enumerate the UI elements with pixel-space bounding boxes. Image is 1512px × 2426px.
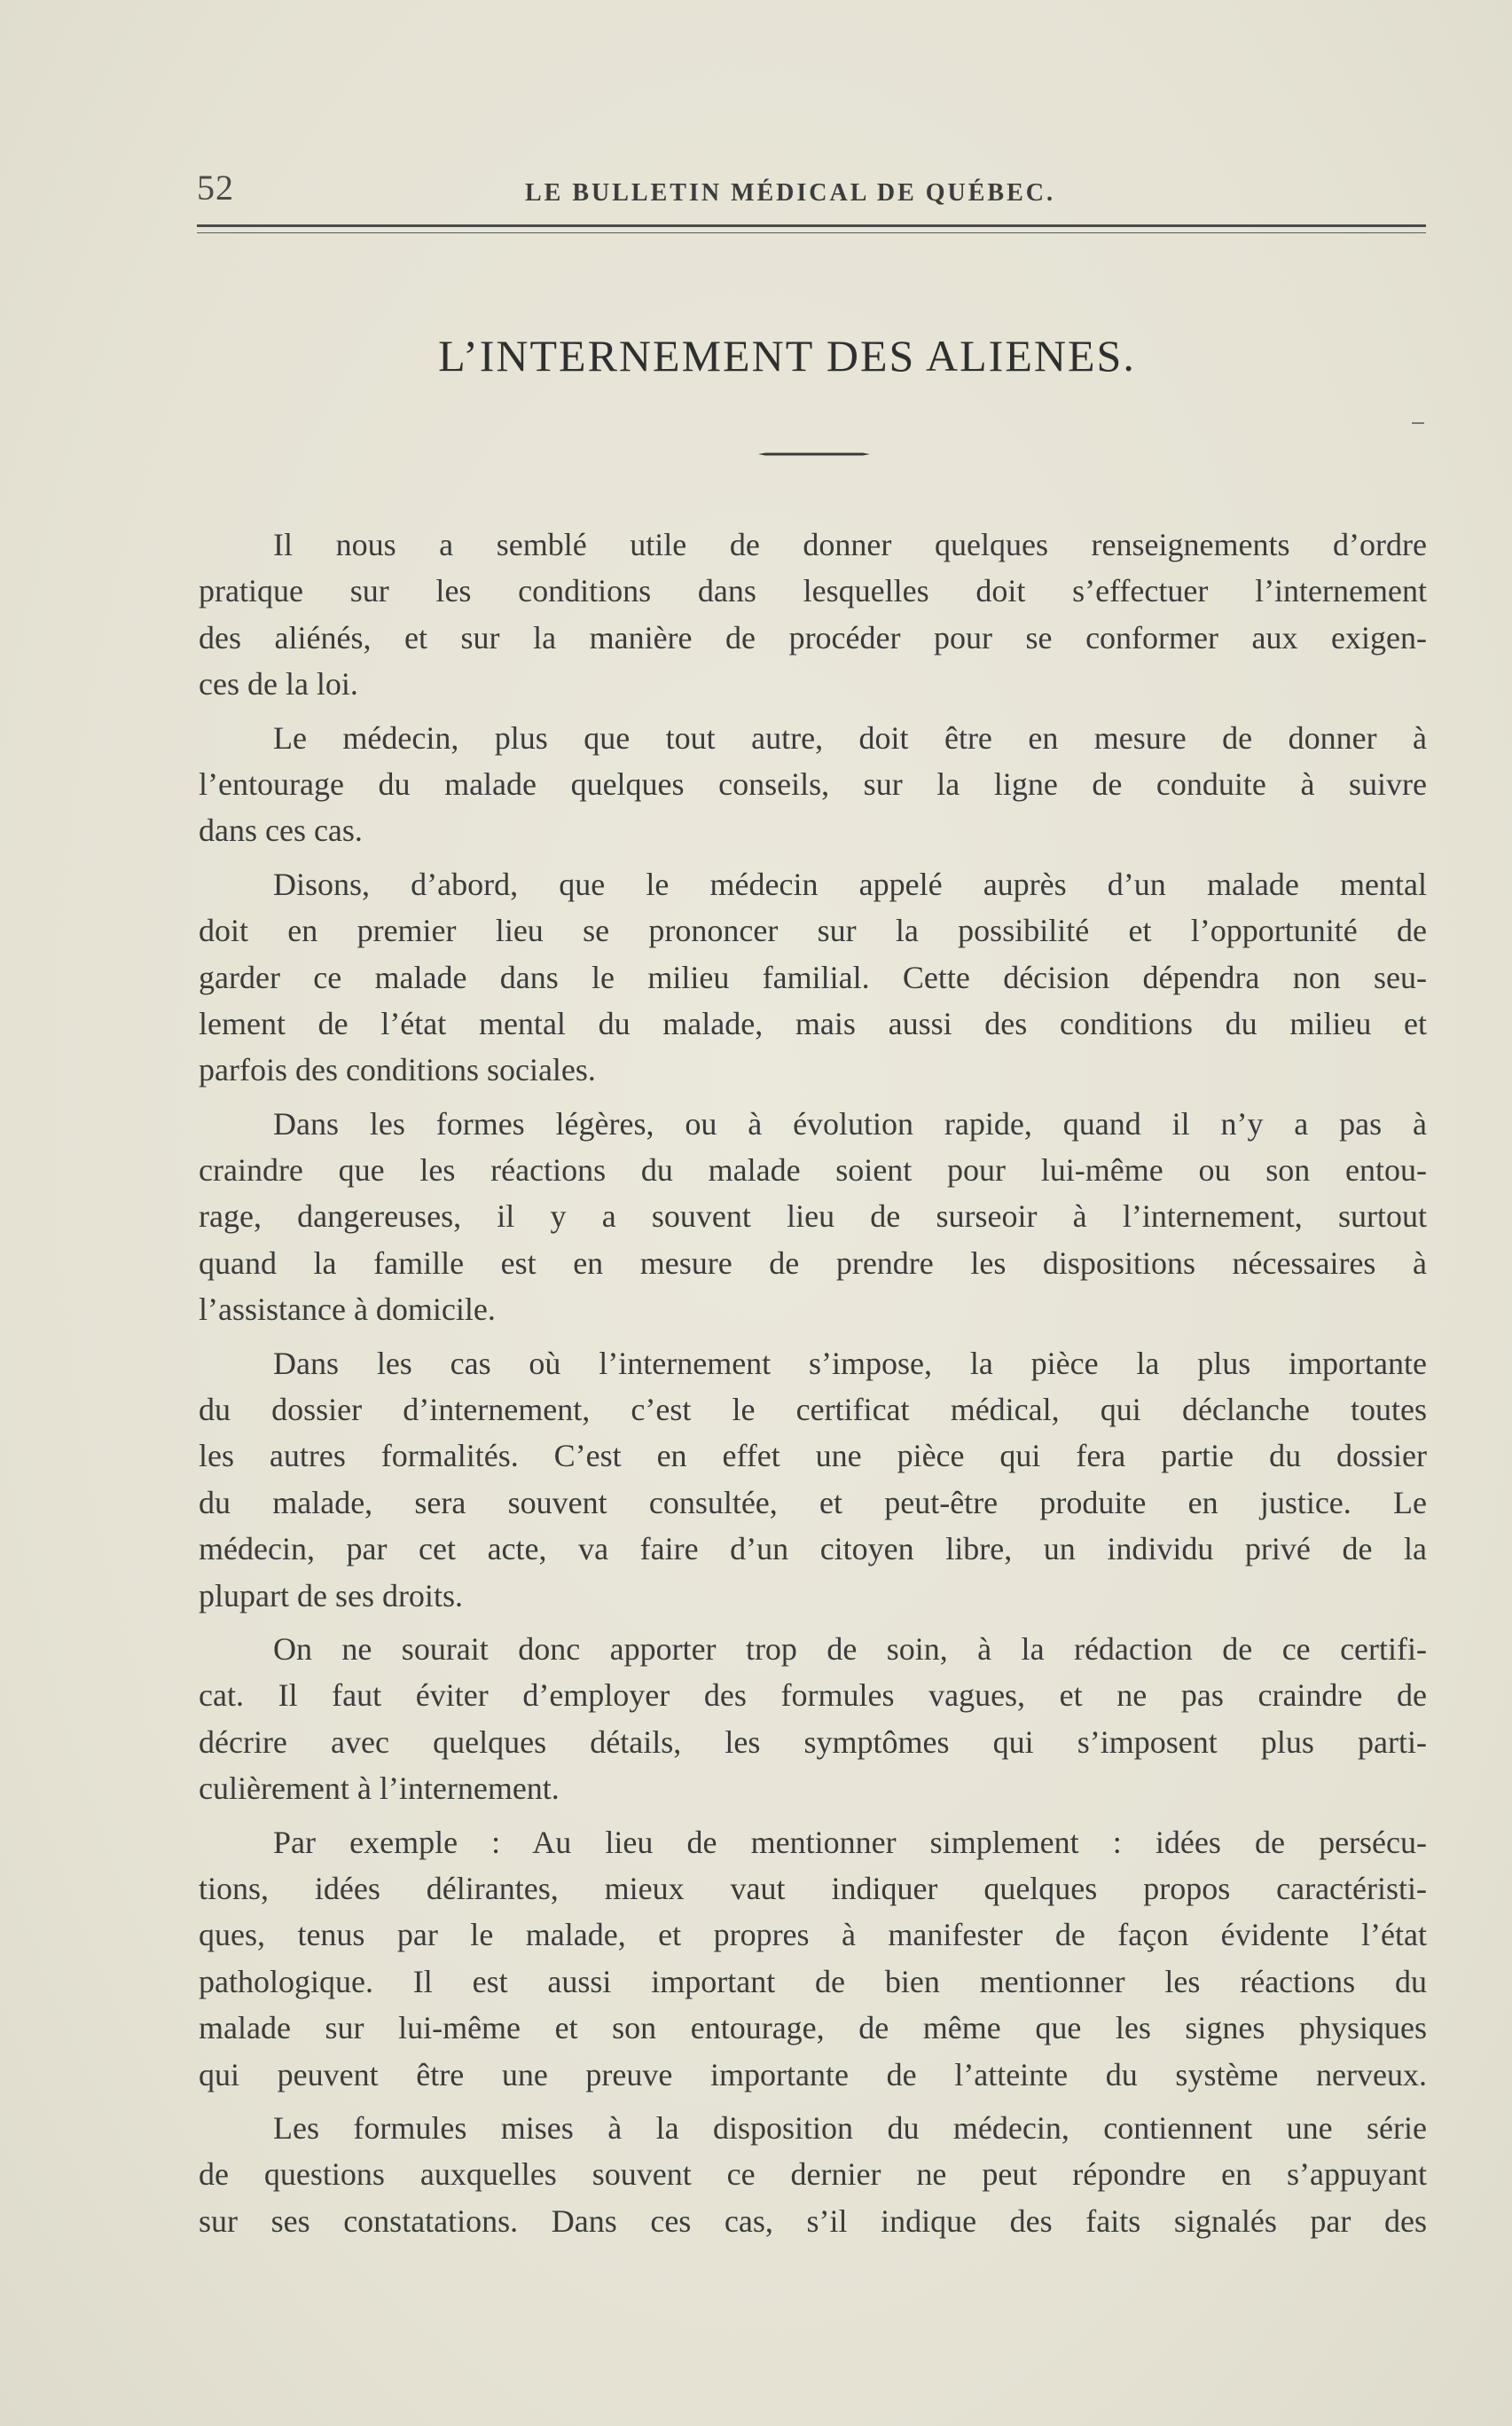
text-line: du dossier d’internement, c’est le certificat médical, qui déclanche toutes — [199, 1392, 1427, 1428]
text-line: ces de la loi. — [199, 666, 358, 703]
text-line: pratique sur les conditions dans lesquelles doit s’effectuer l’internement — [199, 573, 1427, 609]
paragraph — [199, 1101, 1427, 1333]
text-line: malade sur lui-même et son entourage, de même que les signes physiques — [199, 2010, 1427, 2046]
paragraph — [199, 2105, 1427, 2244]
text-line: lement de l’état mental du malade, mais aussi des conditions du milieu et — [199, 1005, 1427, 1041]
header-rule-thin — [197, 232, 1426, 233]
text-line: Disons, d’abord, que le médecin appelé auprès d’un malade mental — [273, 866, 1427, 902]
paragraph — [199, 1819, 1427, 2098]
text-line: quand la famille est en mesure de prendre les dispositions nécessaires à — [199, 1244, 1427, 1281]
text-line: Il nous a semblé utile de donner quelques renseignements d’ordre — [273, 527, 1427, 562]
paragraph — [199, 715, 1427, 854]
text-line: dans ces cas. — [199, 813, 363, 849]
text-line: Dans les formes légères, ou à évolution rapide, quand il n’y a pas à — [273, 1105, 1427, 1142]
text-line: doit en premier lieu se prononcer sur la possibilité et l’opportunité de — [199, 913, 1427, 949]
text-line: culièrement à l’internement. — [199, 1770, 560, 1807]
article-title: L’INTERNEMENT DES ALIENES. — [438, 331, 1136, 381]
text-line: tions, idées délirantes, mieux vaut indiquer quelques propos caractéristi- — [199, 1870, 1427, 1906]
text-line: les autres formalités. C’est en effet une pièce qui fera partie du dossier — [199, 1438, 1427, 1474]
text-line: On ne sourait donc apporter trop de soin, à la rédaction de ce certifi- — [273, 1630, 1427, 1667]
text-line: garder ce malade dans le milieu familial. Cette décision dépendra non seu- — [199, 959, 1427, 995]
header-rule-thick — [197, 224, 1426, 227]
text-line: pathologique. Il est aussi important de bien mentionner les réactions du — [199, 1963, 1427, 1999]
text-line: cat. Il faut éviter d’employer des formules vagues, et ne pas craindre de — [199, 1677, 1427, 1714]
running-title: LE BULLETIN MÉDICAL DE QUÉBEC. — [525, 179, 1056, 207]
text-line: décrire avec quelques détails, les symptômes qui s’imposent plus parti- — [199, 1723, 1427, 1760]
page-header — [197, 167, 1426, 220]
text-line: sur ses constatations. Dans ces cas, s’il indique des faits signalés par des — [199, 2202, 1427, 2239]
text-line: rage, dangereuses, il y a souvent lieu de surseoir à l’internement, surtout — [199, 1198, 1427, 1235]
text-line: ques, tenus par le malade, et propres à manifester de façon évidente l’état — [199, 1917, 1427, 1953]
text-line: craindre que les réactions du malade soient pour lui-même ou son entou- — [199, 1152, 1427, 1189]
text-line: plupart de ses droits. — [199, 1577, 463, 1613]
text-line: Le médecin, plus que tout autre, doit être en mesure de donner à — [273, 719, 1427, 756]
paragraph — [199, 1626, 1427, 1812]
text-line: Dans les cas où l’internement s’impose, la pièce la plus importante — [273, 1345, 1427, 1381]
paragraph — [199, 861, 1427, 1094]
paragraph — [199, 522, 1427, 708]
text-line: médecin, par cet acte, va faire d’un citoyen libre, un individu privé de la — [199, 1531, 1427, 1567]
text-line: de questions auxquelles souvent ce dernier ne peut répondre en s’appuyant — [199, 2156, 1427, 2193]
page-number: 52 — [197, 168, 234, 208]
text-line: l’entourage du malade quelques conseils, sur la ligne de conduite à suivre — [199, 765, 1427, 802]
text-line: Les formules mises à la disposition du médecin, contiennent une série — [273, 2109, 1427, 2146]
print-speck — [1412, 422, 1424, 424]
title-ornament-dash — [758, 452, 870, 456]
paragraph — [199, 1340, 1427, 1619]
text-line: l’assistance à domicile. — [199, 1292, 496, 1328]
text-line: parfois des conditions sociales. — [199, 1052, 596, 1088]
article-body — [199, 522, 1427, 2251]
text-line: des aliénés, et sur la manière de procéder pour se conformer aux exigen- — [199, 619, 1427, 656]
text-line: Par exemple : Au lieu de mentionner simplement : idées de persécu- — [273, 1824, 1427, 1860]
text-line: du malade, sera souvent consultée, et peut-être produite en justice. Le — [199, 1484, 1427, 1520]
text-line: qui peuvent être une preuve importante de l’atteinte du système nerveux. — [199, 2056, 1427, 2092]
